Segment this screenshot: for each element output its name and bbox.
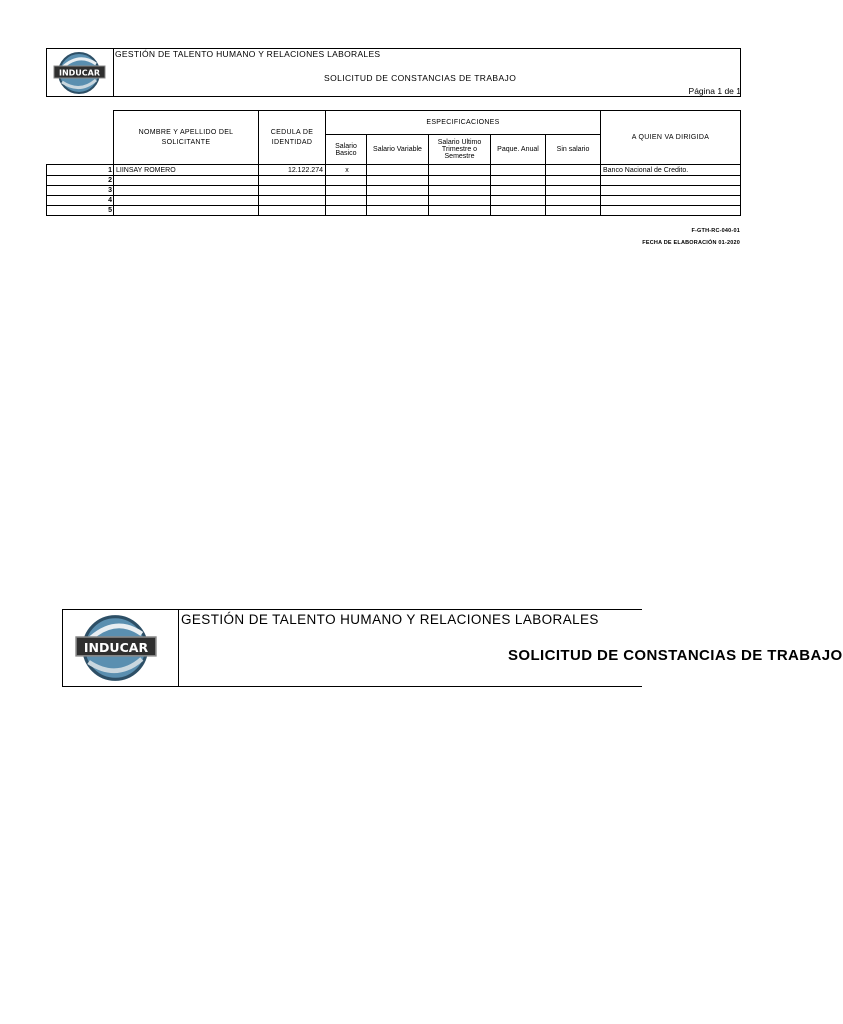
- svg-text:INDUCAR: INDUCAR: [58, 68, 101, 78]
- applicant-name: [114, 196, 259, 206]
- spec-mark: [546, 186, 601, 196]
- spec-mark: [326, 176, 367, 186]
- row-number: 3: [47, 186, 114, 196]
- svg-text:INDUCAR: INDUCAR: [83, 639, 149, 655]
- spec-mark: [429, 186, 491, 196]
- spec-mark: [326, 206, 367, 216]
- requests-table: [46, 110, 741, 216]
- logo-icon: [52, 50, 107, 96]
- table-row: [47, 196, 741, 206]
- spec-mark: [491, 206, 546, 216]
- applicant-cedula: [259, 196, 326, 206]
- spec-mark: x: [326, 165, 367, 176]
- spec-mark: [491, 186, 546, 196]
- addressee: [601, 176, 741, 186]
- zoom-company-logo: [72, 612, 160, 684]
- spec-mark: [367, 196, 429, 206]
- spec-mark: [429, 176, 491, 186]
- table-row: [47, 176, 741, 186]
- spec-mark: [491, 196, 546, 206]
- spec-header: Salario Ultimo Trimestre o Semestre: [429, 135, 491, 165]
- zoom-document-title: SOLICITUD DE CONSTANCIAS DE TRABAJO: [508, 647, 843, 664]
- spec-mark: [326, 196, 367, 206]
- col-header-addressee: A QUIEN VA DIRIGIDA: [601, 111, 741, 165]
- spec-mark: [367, 186, 429, 196]
- spec-mark: [546, 206, 601, 216]
- addressee: [601, 206, 741, 216]
- spec-header: Paque. Anual: [491, 135, 546, 165]
- zoom-department-title: GESTIÓN DE TALENTO HUMANO Y RELACIONES LABORALES: [181, 612, 599, 627]
- table-row: [47, 165, 741, 176]
- spec-header: Salario Variable: [367, 135, 429, 165]
- spec-header: Sin salario: [546, 135, 601, 165]
- applicant-cedula: [259, 176, 326, 186]
- department-title: GESTIÓN DE TALENTO HUMANO Y RELACIONES LABORALES: [115, 49, 381, 59]
- page-indicator: Página 1 de 1: [688, 86, 741, 96]
- col-header-name: NOMBRE Y APELLIDO DEL SOLICITANTE: [114, 111, 259, 165]
- spec-mark: [491, 165, 546, 176]
- spec-mark: [326, 186, 367, 196]
- row-number: 2: [47, 176, 114, 186]
- addressee: [601, 186, 741, 196]
- table-row: [47, 186, 741, 196]
- zoom-title-clip: [179, 640, 843, 680]
- addressee: Banco Nacional de Credito.: [601, 165, 741, 176]
- row-number: 1: [47, 165, 114, 176]
- applicant-name: [114, 186, 259, 196]
- applicant-cedula: 12.122.274: [259, 165, 326, 176]
- applicant-name: [114, 176, 259, 186]
- spec-mark: [429, 196, 491, 206]
- applicant-cedula: [259, 206, 326, 216]
- form-code: F-GTH-RC-040-01: [691, 228, 740, 234]
- applicant-name: LIINSAY ROMERO: [114, 165, 259, 176]
- company-logo: [52, 50, 107, 96]
- addressee: [601, 196, 741, 206]
- spec-header: Salario Basico: [326, 135, 367, 165]
- spec-mark: [546, 165, 601, 176]
- table-row: [47, 206, 741, 216]
- col-header-specifications: ESPECIFICACIONES: [326, 111, 601, 135]
- logo-icon: [72, 612, 160, 684]
- applicant-cedula: [259, 186, 326, 196]
- document-title: SOLICITUD DE CONSTANCIAS DE TRABAJO: [324, 73, 517, 83]
- spec-mark: [367, 206, 429, 216]
- row-number: 4: [47, 196, 114, 206]
- spec-mark: [546, 176, 601, 186]
- header-divider: [113, 48, 114, 97]
- spec-mark: [429, 206, 491, 216]
- elaboration-date: FECHA DE ELABORACIÓN 01-2020: [642, 240, 740, 246]
- spec-mark: [429, 165, 491, 176]
- spec-mark: [367, 165, 429, 176]
- col-header-cedula: CEDULA DE IDENTIDAD: [259, 111, 326, 165]
- row-number: 5: [47, 206, 114, 216]
- applicant-name: [114, 206, 259, 216]
- spec-mark: [546, 196, 601, 206]
- spec-mark: [367, 176, 429, 186]
- spec-mark: [491, 176, 546, 186]
